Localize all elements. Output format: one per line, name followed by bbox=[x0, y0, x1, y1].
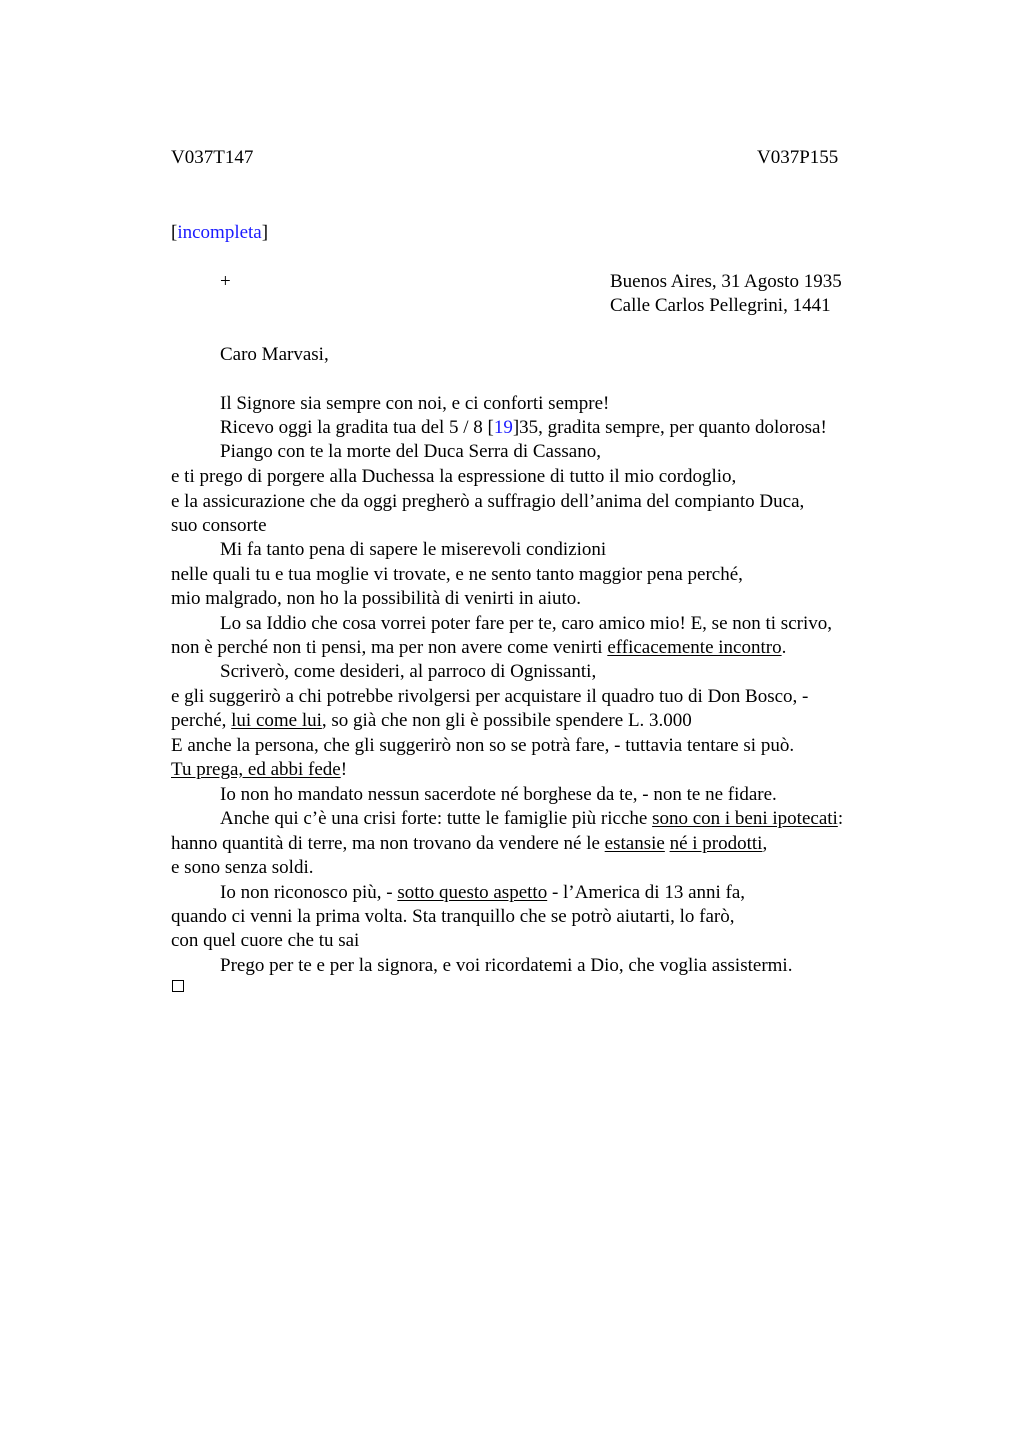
bracket-close: ] bbox=[261, 222, 269, 243]
body-line: e sono senza soldi. bbox=[171, 857, 314, 878]
text-span: hanno quantità di terre, ma non trovano da vendere né le bbox=[171, 833, 605, 854]
body-line: suo consorte bbox=[171, 515, 267, 536]
underlined-phrase: efficacemente incontro bbox=[607, 637, 782, 658]
text-span: ! bbox=[340, 759, 348, 780]
body-line: mio malgrado, non ho la possibilità di venirti in aiuto. bbox=[171, 588, 582, 609]
body-line: E anche la persona, che gli suggerirò non so se potrà fare, - tuttavia tentare si può. bbox=[171, 735, 795, 756]
status-label: incompleta bbox=[177, 222, 262, 243]
text-span: Anche qui c’è una crisi forte: tutte le famiglie più ricche bbox=[220, 808, 653, 829]
underlined-phrase: lui come lui bbox=[231, 710, 322, 731]
body-line: nelle quali tu e tua moglie vi trovate, e ne sento tanto maggior pena perché, bbox=[171, 564, 743, 585]
text-span: Ricevo oggi la gradita tua del 5 / 8 [ bbox=[220, 417, 494, 438]
body-line bbox=[220, 416, 827, 440]
body-line bbox=[220, 881, 745, 905]
text-span: perché, bbox=[171, 710, 232, 731]
text-span: non è perché non ti pensi, ma per non avere come venirti bbox=[171, 637, 608, 658]
status-note bbox=[171, 221, 268, 245]
body-line: con quel cuore che tu sai bbox=[171, 930, 360, 951]
text-span: - l’America di 13 anni fa, bbox=[547, 882, 746, 903]
underlined-phrase: sono con i beni ipotecati bbox=[652, 808, 838, 829]
body-line: e gli suggerirò a chi potrebbe rivolgersi per acquistare il quadro tuo di Don Bosco, - bbox=[171, 686, 809, 707]
body-line bbox=[171, 832, 767, 856]
body-line: quando ci venni la prima volta. Sta tranquillo che se potrò aiutarti, lo farò, bbox=[171, 906, 735, 927]
body-line: Prego per te e per la signora, e voi ricordatemi a Dio, che voglia assistermi. bbox=[220, 955, 793, 976]
body-line: Scriverò, come desideri, al parroco di Ognissanti, bbox=[220, 661, 597, 682]
text-span: , bbox=[762, 833, 768, 854]
body-line: Mi fa tanto pena di sapere le miserevoli condizioni bbox=[220, 539, 607, 560]
place-date: Buenos Aires, 31 Agosto 1935 bbox=[610, 271, 842, 292]
text-span: Io non riconosco più, - bbox=[220, 882, 398, 903]
body-line: Lo sa Iddio che cosa vorrei poter fare per te, caro amico mio! E, se non ti scrivo, bbox=[220, 613, 832, 634]
body-line bbox=[171, 758, 347, 782]
body-line: Il Signore sia sempre con noi, e ci conforti sempre! bbox=[220, 393, 610, 414]
cross-mark: + bbox=[220, 271, 231, 292]
text-span: . bbox=[781, 637, 787, 658]
text-span: , so già che non gli è possibile spendere L. 3.000 bbox=[321, 710, 692, 731]
underlined-phrase: estansie bbox=[604, 833, 665, 854]
body-line bbox=[220, 807, 843, 831]
document-id-right: V037P155 bbox=[757, 147, 839, 168]
salutation: Caro Marvasi, bbox=[220, 344, 329, 365]
body-line bbox=[171, 636, 786, 660]
body-line: e la assicurazione che da oggi pregherò a suffragio dell’anima del compianto Duca, bbox=[171, 491, 805, 512]
body-line: e ti prego di porgere alla Duchessa la espressione di tutto il mio cordoglio, bbox=[171, 466, 737, 487]
text-span: ]35, gradita sempre, per quanto dolorosa! bbox=[512, 417, 827, 438]
body-line: Piango con te la morte del Duca Serra di Cassano, bbox=[220, 441, 601, 462]
text-span: : bbox=[837, 808, 844, 829]
end-square-icon bbox=[172, 980, 184, 992]
underlined-phrase: Tu prega, ed abbi fede bbox=[171, 759, 341, 780]
body-line: Io non ho mandato nessun sacerdote né borghese da te, - non te ne fidare. bbox=[220, 784, 777, 805]
underlined-phrase: né i prodotti bbox=[669, 833, 763, 854]
editorial-insertion: 19 bbox=[493, 417, 513, 438]
underlined-phrase: sotto questo aspetto bbox=[397, 882, 548, 903]
body-line bbox=[171, 709, 692, 733]
document-id-left: V037T147 bbox=[171, 147, 254, 168]
bracket-open: [ bbox=[171, 222, 178, 243]
address: Calle Carlos Pellegrini, 1441 bbox=[610, 295, 831, 316]
